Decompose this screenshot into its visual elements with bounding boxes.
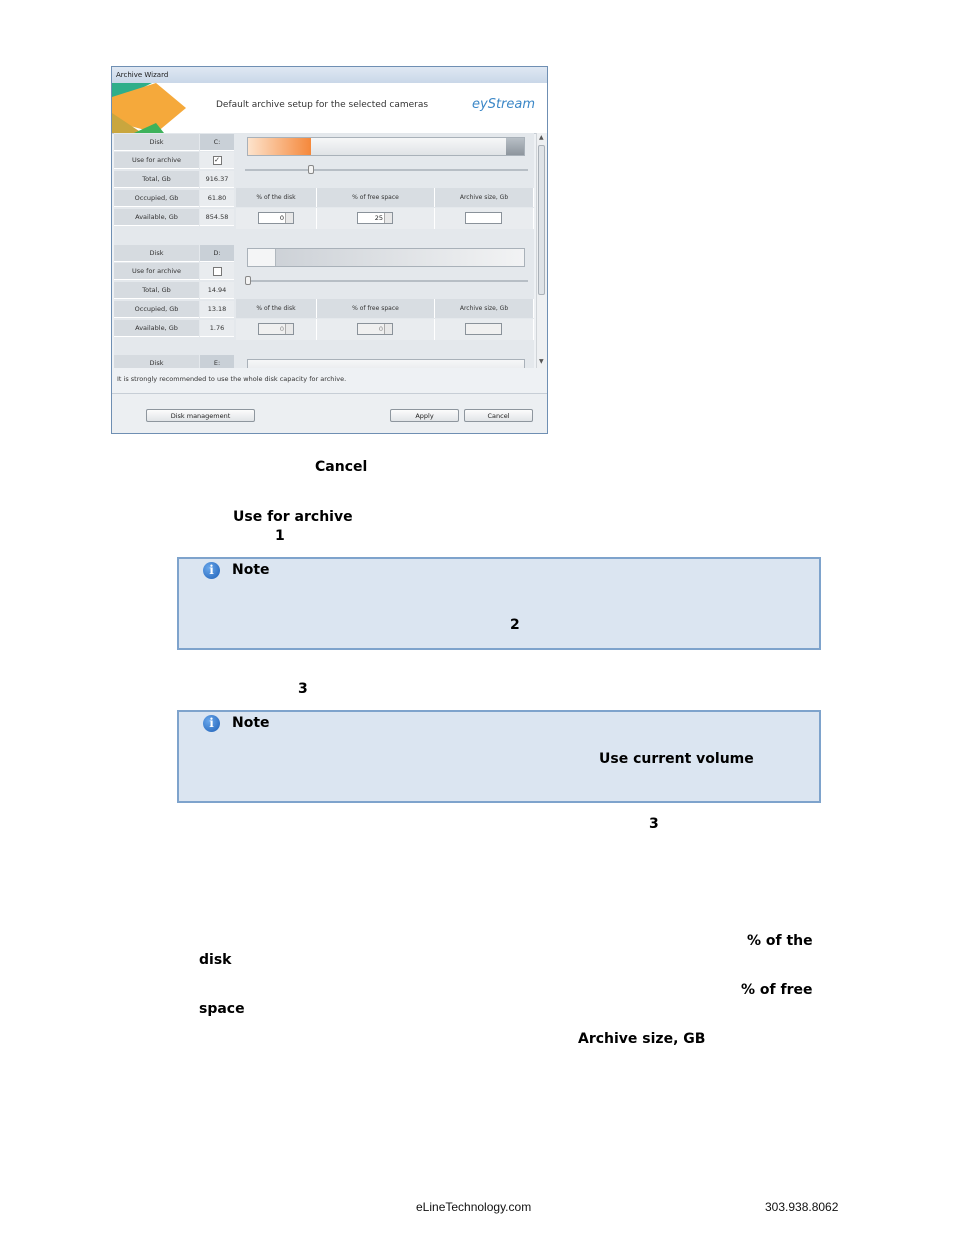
disk-management-button[interactable]: Disk management <box>146 409 255 422</box>
disk-d-slider-thumb[interactable] <box>245 276 251 285</box>
disk-c-available: 854.58 <box>200 209 234 226</box>
footer-website: eLineTechnology.com <box>416 1200 532 1214</box>
cancel-button[interactable]: Cancel <box>464 409 533 422</box>
disk-c-name: C: <box>200 134 234 151</box>
step-number-1: 1 <box>275 528 285 544</box>
disk-c-archive-size-input[interactable] <box>465 212 502 224</box>
disk-d-pct-disk-spinner[interactable]: 0 <box>258 323 294 335</box>
wizard-subtitle: Default archive setup for the selected cameras <box>216 100 429 110</box>
pct-of-free-space-term-2: space <box>199 1001 245 1017</box>
disk-d-usage-bar <box>247 248 525 267</box>
total-label: Total, Gb <box>114 171 199 188</box>
apply-button[interactable]: Apply <box>390 409 459 422</box>
disk-c-occupied: 61.80 <box>200 190 234 207</box>
window-title: Archive Wizard <box>112 67 547 83</box>
pct-of-free-space-term-1: % of free <box>741 982 813 998</box>
available-label: Available, Gb <box>114 320 199 337</box>
eystream-logo: eyStream <box>472 97 536 112</box>
cancel-term: Cancel <box>315 459 368 475</box>
disk-d-archive-size-input[interactable] <box>465 323 502 335</box>
disk-d-name: D: <box>200 245 234 262</box>
pct-disk-header: % of the disk <box>236 188 317 207</box>
pct-of-the-disk-term-2: disk <box>199 952 232 968</box>
disk-d-slider[interactable] <box>245 280 528 282</box>
occupied-label: Occupied, Gb <box>114 190 199 207</box>
footer-phone: 303.938.8062 <box>765 1200 839 1214</box>
disk-c-pct-disk-spinner[interactable]: 0 <box>258 212 294 224</box>
spinner-arrows-icon[interactable] <box>285 324 293 334</box>
spinner-arrows-icon[interactable] <box>384 213 392 223</box>
disk-c-use-checkbox[interactable]: ✓ <box>214 155 220 164</box>
archive-size-term: Archive size, GB <box>578 1031 706 1047</box>
note-box-1 <box>177 557 821 650</box>
wizard-header <box>112 83 547 134</box>
archive-size-header: Archive size, Gb <box>435 299 534 318</box>
disk-label: Disk <box>114 134 199 151</box>
disk-c-slider[interactable] <box>245 169 528 171</box>
disk-d-available: 1.76 <box>200 320 234 337</box>
disk-c-usage-bar <box>247 137 525 156</box>
scroll-down-icon[interactable]: ▼ <box>539 358 544 365</box>
use-current-volume-term: Use current volume <box>599 751 754 767</box>
disk-label: Disk <box>114 355 199 368</box>
use-for-archive-term: Use for archive <box>233 509 353 525</box>
note-ref-2: 2 <box>510 617 520 633</box>
pct-free-header: % of free space <box>317 188 435 207</box>
spinner-arrows-icon[interactable] <box>285 213 293 223</box>
use-for-archive-label: Use for archive <box>114 152 199 169</box>
disk-e-name: E: <box>200 355 234 368</box>
disk-d-total: 14.94 <box>200 282 234 299</box>
pct-disk-header: % of the disk <box>236 299 317 318</box>
note-title: Note <box>232 562 270 578</box>
disk-list-panel <box>114 133 534 368</box>
wizard-footer <box>112 393 547 434</box>
disk-d-usage-fill <box>248 249 276 266</box>
note-title: Note <box>232 715 270 731</box>
occupied-label: Occupied, Gb <box>114 301 199 318</box>
step-number-3-ref: 3 <box>649 816 659 832</box>
use-for-archive-label: Use for archive <box>114 263 199 280</box>
disk-d-occupied: 13.18 <box>200 301 234 318</box>
pct-of-the-disk-term-1: % of the <box>747 933 813 949</box>
disk-c-usage-fill <box>248 138 311 155</box>
disk-d-use-checkbox[interactable] <box>213 267 222 276</box>
available-label: Available, Gb <box>114 209 199 226</box>
disk-c-pct-free-spinner[interactable]: 25 <box>357 212 393 224</box>
disk-c-total: 916.37 <box>200 171 234 188</box>
archive-wizard-window <box>111 66 548 434</box>
pct-free-header: % of free space <box>317 299 435 318</box>
disk-d-pct-free-spinner[interactable]: 0 <box>357 323 393 335</box>
spinner-arrows-icon[interactable] <box>384 324 392 334</box>
note-box-2 <box>177 710 821 803</box>
scroll-up-icon[interactable]: ▲ <box>539 134 544 141</box>
disk-label: Disk <box>114 245 199 262</box>
info-icon: i <box>203 715 220 732</box>
archive-size-header: Archive size, Gb <box>435 188 534 207</box>
step-number-3: 3 <box>298 681 308 697</box>
recommendation-text: It is strongly recommended to use the whole disk capacity for archive. <box>117 375 347 383</box>
info-icon: i <box>203 562 220 579</box>
scrollbar-thumb[interactable] <box>538 145 545 295</box>
total-label: Total, Gb <box>114 282 199 299</box>
wizard-banner-icon <box>112 83 187 133</box>
disk-e-usage-bar <box>247 359 525 368</box>
disk-c-slider-thumb[interactable] <box>308 165 314 174</box>
